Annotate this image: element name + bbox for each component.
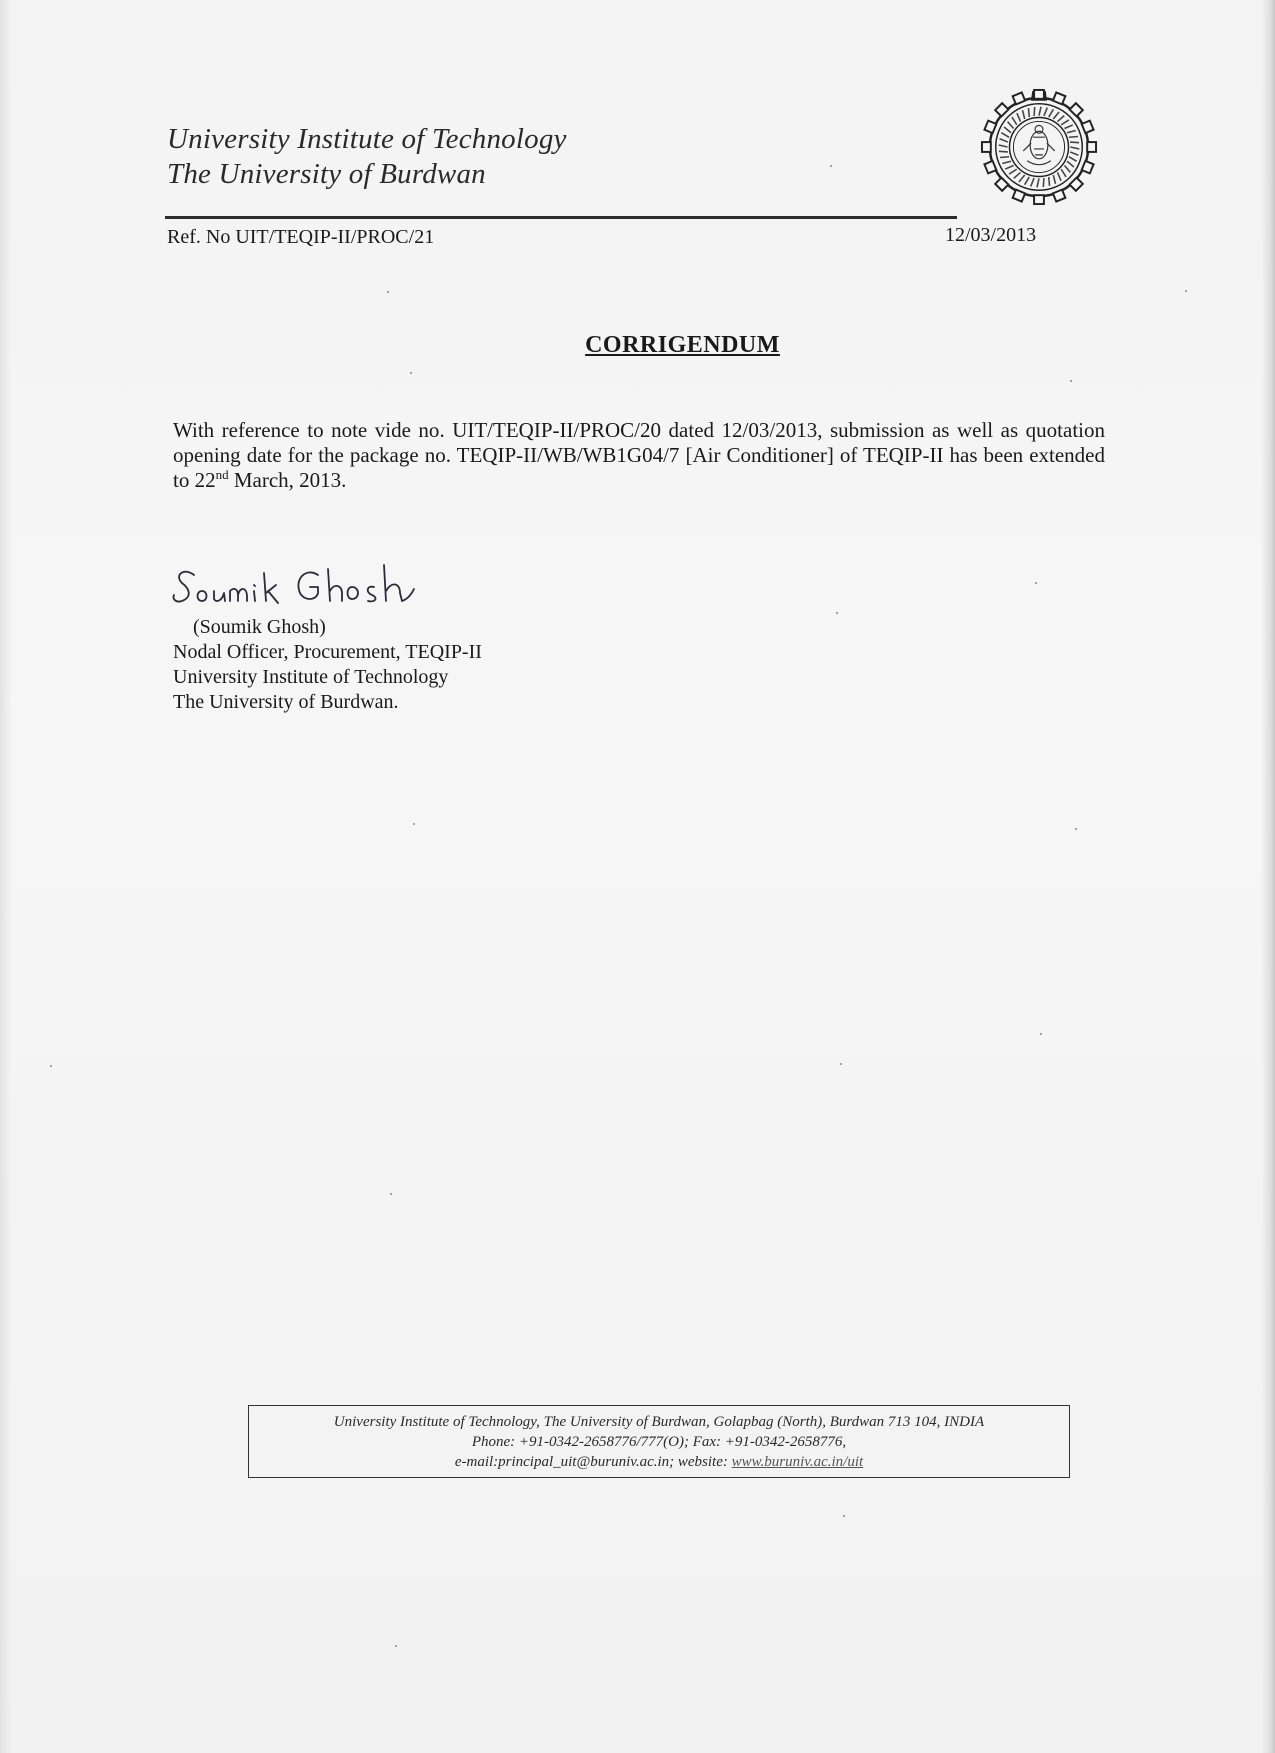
document-title: CORRIGENDUM [585, 332, 780, 358]
seal-lettering-mark [1067, 131, 1076, 133]
footer-address-box [248, 1405, 1070, 1478]
seal-lettering-mark [1061, 169, 1066, 177]
gear-tooth [984, 121, 996, 133]
seal-lettering-mark [1069, 157, 1077, 162]
seal-lettering-mark [1057, 172, 1061, 180]
scan-speck [1075, 828, 1077, 830]
handwritten-signature [170, 553, 450, 613]
gear-tooth [995, 178, 1008, 191]
scan-speck [843, 1515, 845, 1517]
seal-lettering-mark [1070, 142, 1079, 143]
seal-lettering-mark [1064, 125, 1072, 129]
scan-speck [836, 612, 838, 614]
scan-speck [413, 823, 415, 825]
gear-tooth [1087, 142, 1096, 152]
gear-tooth [1034, 195, 1044, 204]
signatory-name: (Soumik Ghosh) [193, 616, 326, 638]
seal-lettering-mark [1043, 178, 1044, 187]
gear-tooth [1013, 190, 1025, 202]
seal-lettering-mark [1005, 165, 1013, 169]
seal-lettering-mark [1070, 152, 1078, 155]
seal-lettering-mark [1009, 169, 1017, 174]
header-university-name: The University of Burdwan [167, 158, 486, 190]
scan-speck [840, 1063, 842, 1065]
seal-lettering-mark [1012, 117, 1017, 125]
seal-lettering-mark [1064, 165, 1070, 172]
gear-tooth [1070, 178, 1083, 191]
scan-speck [395, 1645, 397, 1647]
seal-lettering-mark [1053, 175, 1055, 184]
signatory-institute: University Institute of Technology [173, 666, 449, 688]
seal-lettering-mark [1037, 178, 1039, 187]
header-institute-name: University Institute of Technology [167, 123, 567, 155]
gear-tooth [984, 161, 996, 173]
gear-tooth [1034, 90, 1044, 99]
seal-lettering-mark [1031, 178, 1034, 186]
gear-tooth [1053, 92, 1065, 104]
footer-email: e-mail:principal_uit@buruniv.ac.in; website: [454, 1454, 732, 1470]
seal-lettering-mark [999, 145, 1008, 147]
seal-lettering-mark [1025, 177, 1030, 185]
signatory-details [173, 615, 482, 715]
seal-lettering-mark [1067, 161, 1074, 167]
scan-speck [390, 1193, 392, 1195]
seal-lettering-mark [1000, 139, 1008, 142]
reference-date: 12/03/2013 [945, 224, 1037, 246]
scan-speck [410, 372, 412, 374]
footer-phone-fax: Phone: +91-0342-2658776/777(O); Fax: +91-0342-2658776, [471, 1434, 847, 1450]
seal-lettering-mark [1019, 175, 1025, 182]
seal-lettering-mark [1069, 136, 1078, 137]
scan-speck [387, 291, 389, 293]
seal-lettering-mark [1044, 108, 1047, 116]
gear-tooth [1070, 103, 1083, 116]
seal-lettering-mark [1008, 122, 1014, 129]
body-text-end: March, 2013. [228, 468, 347, 492]
scan-speck [50, 1065, 52, 1067]
body-text: With reference to note vide no. UIT/TEQIP-II/PROC/20 dated 12/03/2013, submission as well as quotation opening date for the package no. TEQIP-II/WB/WB1G04/7 [Air Conditioner] of TEQIP-II has been extended to 22 [173, 418, 1105, 492]
seal-lettering-mark [1057, 116, 1064, 122]
seal-lettering-mark [1049, 109, 1054, 117]
seal-lettering-mark [1034, 107, 1035, 116]
seal-lettering-mark [1053, 112, 1059, 119]
seal-lettering-mark [1070, 147, 1079, 149]
footer-address: University Institute of Technology, The University of Burdwan, Golapbag (North), Burdwan 713 104, INDIA [333, 1414, 985, 1430]
scan-speck [1070, 380, 1072, 382]
gear-tooth [1053, 190, 1065, 202]
seal-lettering-mark [1028, 108, 1029, 117]
seal-lettering-mark [1014, 172, 1021, 178]
seal-lettering-mark [1049, 177, 1050, 186]
reference-number: Ref. No UIT/TEQIP-II/PROC/21 [167, 226, 435, 248]
seal-lettering-mark [1017, 113, 1021, 121]
scan-speck [1185, 290, 1187, 292]
gear-tooth [1082, 121, 1094, 133]
footer-contact [249, 1452, 1069, 1472]
university-seal-logo [980, 88, 1098, 206]
seal-lettering-mark [1061, 120, 1069, 125]
gear-tooth [1082, 161, 1094, 173]
seal-lettering-mark [999, 151, 1008, 152]
seal-lettering-mark [1002, 161, 1011, 163]
body-ordinal-suffix: nd [215, 467, 229, 482]
signatory-designation: Nodal Officer, Procurement, TEQIP-II [173, 641, 482, 663]
seal-lettering-mark [1023, 110, 1025, 119]
seal-lettering-mark [1001, 133, 1009, 138]
gear-tooth [995, 103, 1008, 116]
seal-lettering-mark [1000, 157, 1009, 158]
seal-lettering-mark [1004, 127, 1011, 133]
seal-lettering-mark [1039, 107, 1041, 116]
footer-website-link[interactable]: www.buruniv.ac.in/uit [731, 1454, 864, 1470]
body-paragraph [173, 418, 1105, 493]
signatory-university: The University of Burdwan. [173, 691, 399, 713]
scan-speck [1040, 1033, 1042, 1035]
gear-tooth [1013, 92, 1025, 104]
header-divider-line [165, 216, 957, 219]
scan-speck [1035, 582, 1037, 584]
scan-speck [830, 165, 832, 167]
gear-tooth [982, 142, 991, 152]
